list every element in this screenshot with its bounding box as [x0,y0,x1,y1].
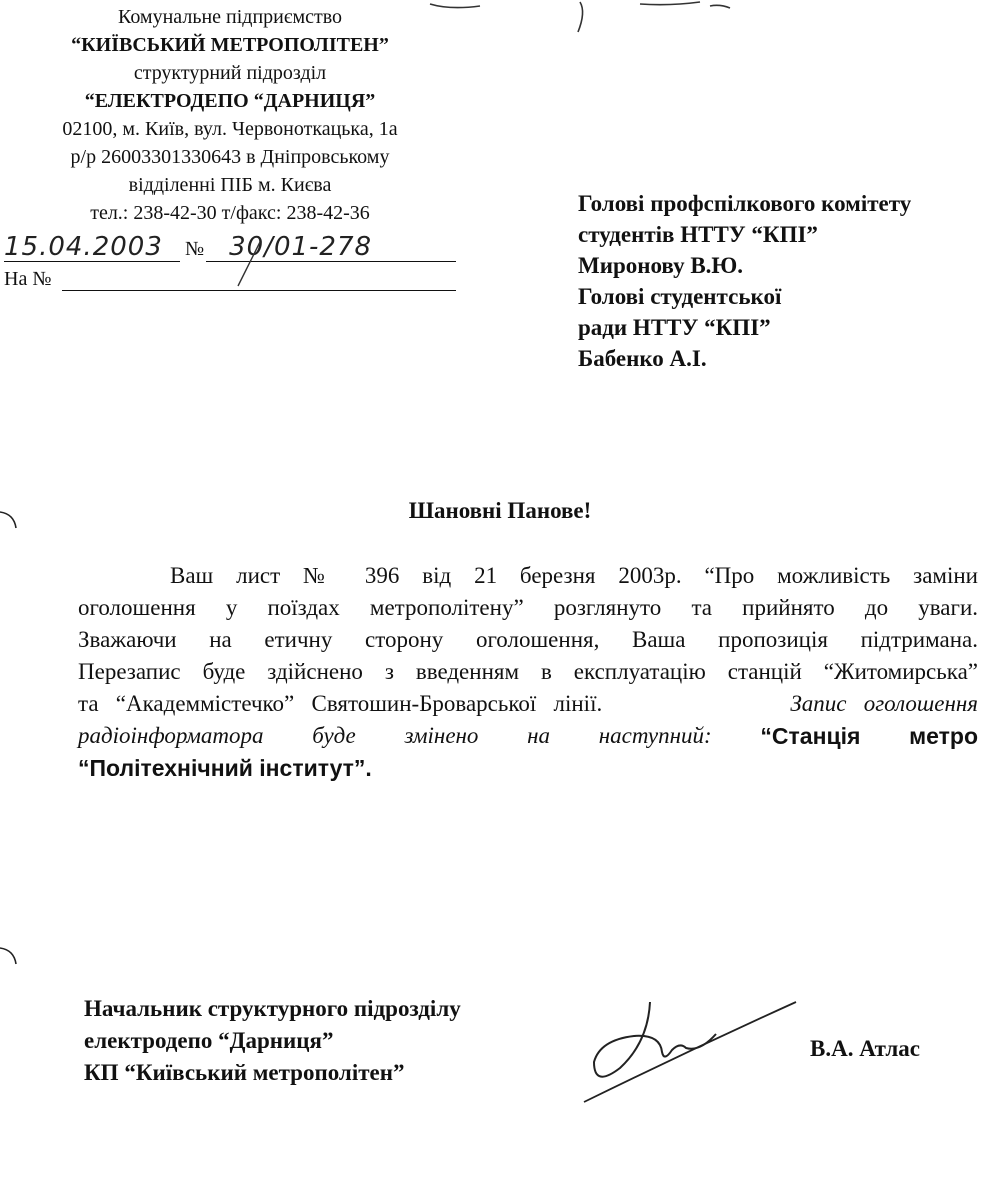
letterhead-subdivision-label: структурний підрозділ [133,62,327,84]
letterhead-bank-account: р/р 26003301330643 в Дніпровському [70,146,390,168]
addressee-line-6: Бабенко А.І. [578,346,707,371]
body-line-5-text: та “Академмістечко” Святошин-Броварської лінії. [78,691,603,716]
greeting: Шановні Панове! [408,498,592,523]
body-line-6-word-4: на [527,723,551,748]
body-line-6 [78,720,978,752]
addressee-line-3: Миронову В.Ю. [578,253,744,278]
addressee-line-1: Голові профспілкового комітету [578,191,912,216]
date-underline [4,261,180,262]
letterhead-bank-branch: відділенні ПІБ м. Києва [128,174,332,196]
body-line-2: оголошення у поїздах метрополітену” розглянуто та прийнято до уваги. [78,595,978,620]
in-reply-label: На № [4,268,52,290]
body-line-7 [78,752,978,785]
body-line-3: Зважаючи на етичну сторону оголошення, Ваша пропозиція підтримана. [78,627,978,652]
body-line-5-italic: Запис оголошення [790,691,978,716]
signatory-title-3: КП “Київський метрополітен” [84,1060,405,1085]
in-reply-underline [62,290,456,291]
letterhead-org-type: Комунальне підприємство [117,6,343,28]
outgoing-reference [4,232,372,262]
letterhead [0,3,460,227]
top-handwriting-mark [420,0,780,40]
body-line-1: Ваш лист № 396 від 21 березня 2003р. “Про можливість заміни [170,563,978,588]
addressee-line-5: ради НТТУ “КПІ” [578,315,771,340]
number-slash-mark [230,240,290,290]
body-line-6-word-3: змінено [404,723,479,748]
signatory-title-1: Начальник структурного підрозділу [84,996,461,1021]
letterhead-address: 02100, м. Київ, вул. Червоноткацька, 1а [62,118,398,140]
handwritten-number: 30/01-278 [229,232,373,262]
handwritten-date: 15.04.2003 [4,232,163,262]
punch-hole-mark-lower [0,944,30,974]
body-line-6-word-6: “Станція [760,723,861,749]
body-line-6-word-1: радіоінформатора [78,723,264,748]
body-line-4: Перезапис буде здійснено з введенням в експлуатацію станцій “Житомирська” [78,659,978,684]
addressee-block [578,188,911,374]
addressee-line-2: студентів НТТУ “КПІ” [578,222,818,247]
letter-body [78,560,978,785]
addressee-line-4: Голові студентської [578,284,782,309]
in-reply-reference [4,268,51,291]
body-line-7-text: “Політехнічний інститут”. [78,755,372,781]
letterhead-subdivision-name: “ЕЛЕКТРОДЕПО “ДАРНИЦЯ” [84,90,376,112]
body-line-6-word-2: буде [312,723,356,748]
body-line-6-word-5: наступний: [598,723,712,748]
signatory-name: В.А. Атлас [810,1036,921,1061]
letterhead-org-name: “КИЇВСЬКИЙ МЕТРОПОЛІТЕН” [71,34,389,56]
body-line-5 [78,688,978,720]
handwritten-signature [580,990,800,1110]
body-line-6-word-7: метро [909,723,978,749]
number-label: № [185,238,205,260]
signatory-title-block [84,993,461,1089]
letterhead-phone: тел.: 238-42-30 т/факс: 238-42-36 [90,202,370,224]
signatory-title-2: електродепо “Дарниця” [84,1028,334,1053]
